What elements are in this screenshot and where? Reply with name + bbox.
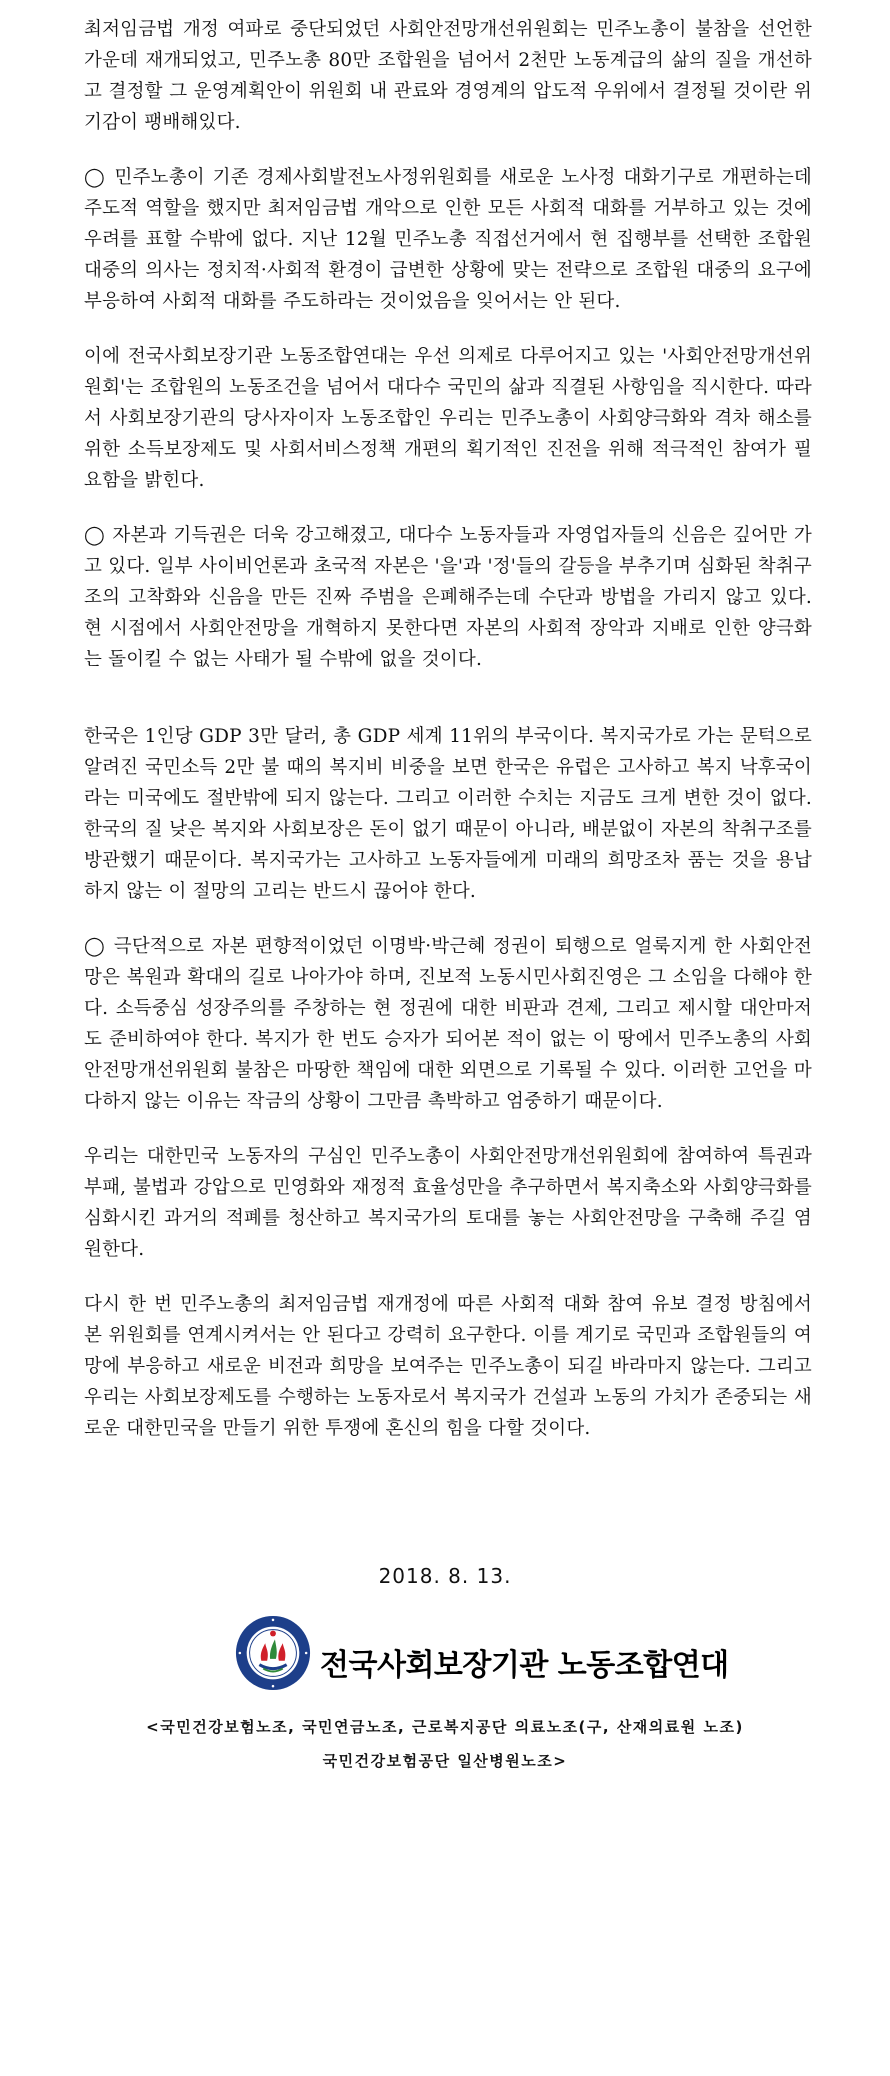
paragraph-8: 다시 한 번 민주노총의 최저임금법 재개정에 따른 사회적 대화 참여 유보 결정 방침에서 본 위원회를 연계시켜서는 안 된다고 강력히 요구한다. 이를 계기로 국민과 조합원들의 여망에 부응하고 새로운 비전과 희망을 보여주는 민주노총이 되길 바라마지 않는다. 그리고 우리는 사회보장제도를 수행하는 노동자로서 복지국가 건설과 노동의 가치가 존중되는 새로운 대한민국을 만들기 위한 투쟁에 혼신의 힘을 다할 것이다.	[84, 1294, 812, 1439]
paragraph-6: ◯ 극단적으로 자본 편향적이었던 이명박·박근혜 정권이 퇴행으로 얼룩지게 한 사회안전망은 복원과 확대의 길로 나아가야 하며, 진보적 노동시민사회진영은 그 소임을 다해야 한다. 소득중심 성장주의를 주창하는 현 정권에 대한 비판과 견제, 그리고 제시할 대안마저도 준비하여야 한다. 복지가 한 번도 승자가 되어본 적이 없는 이 땅에서 민주노총의 사회안전망개선위원회 불참은 마땅한 책임에 대한 외면으로 기록될 수 있다. 이러한 고언을 마다하지 않는 이유는 작금의 상황이 그만큼 촉박하고 엄중하기 때문이다.	[84, 936, 812, 1112]
paragraph-4: ◯ 자본과 기득권은 더욱 강고해졌고, 대다수 노동자들과 자영업자들의 신음은 깊어만 가고 있다. 일부 사이비언론과 초국적 자본은 '을'과 '정'들의 갈등을 부추기며 심화된 착취구조의 고착화와 신음을 만든 진짜 주범을 은폐해주는데 수단과 방법을 가리지 않고 있다. 현 시점에서 사회안전망을 개혁하지 못한다면 자본의 사회적 장악과 지배로 인한 양극화는 돌이킬 수 없는 사태가 될 수밖에 없을 것이다.	[84, 525, 812, 670]
member-unions-line-2: 국민건강보험공단 일산병원노조>	[322, 1752, 568, 1770]
statement-date: 2018. 8. 13.	[378, 1564, 512, 1588]
paragraph-3: 이에 전국사회보장기관 노동조합연대는 우선 의제로 다루어지고 있는 '사회안전망개선위원회'는 조합원의 노동조건을 넘어서 대다수 국민의 삶과 직결된 사항임을 직시한다. 따라서 사회보장기관의 당사자이자 노동조합인 우리는 민주노총이 사회양극화와 격차 해소를 위한 소득보장제도 및 사회서비스정책 개편의 획기적인 진전을 위해 적극적인 참여가 필요함을 밝힌다.	[84, 346, 812, 491]
member-unions-line-1: <국민건강보험노조, 국민연금노조, 근로복지공단 의료노조(구, 산재의료원 노조)	[146, 1718, 744, 1736]
paragraph-1: 최저임금법 개정 여파로 중단되었던 사회안전망개선위원회는 민주노총이 불참을 선언한 가운데 재개되었고, 민주노총 80만 조합원을 넘어서 2천만 노동계급의 삶의 질을 개선하고 결정할 그 운영계획안이 위원회 내 관료와 경영계의 압도적 우위에서 결정될 것이란 위기감이 팽배해있다.	[84, 19, 812, 133]
signature-block	[234, 1614, 729, 1692]
statement-body	[84, 14, 812, 1468]
paragraph-5: 한국은 1인당 GDP 3만 달러, 총 GDP 세계 11위의 부국이다. 복지국가로 가는 문턱으로 알려진 국민소득 2만 불 때의 복지비 비중을 보면 한국은 유럽은 고사하고 복지 낙후국이라는 미국에도 절반밖에 되지 않는다. 그리고 이러한 수치는 지금도 크게 변한 것이 없다. 한국의 질 낮은 복지와 사회보장은 돈이 없기 때문이 아니라, 배분없이 자본의 착취구조를 방관했기 때문이다. 복지국가는 고사하고 노동자들에게 미래의 희망조차 품는 것을 용납하지 않는 이 절망의 고리는 반드시 끊어야 한다.	[84, 726, 812, 902]
paragraph-2: ◯ 민주노총이 기존 경제사회발전노사정위원회를 새로운 노사정 대화기구로 개편하는데 주도적 역할을 했지만 최저임금법 개악으로 인한 모든 사회적 대화를 거부하고 있는 것에 우려를 표할 수밖에 없다. 지난 12월 민주노총 직접선거에서 현 집행부를 선택한 조합원 대중의 의사는 정치적·사회적 환경이 급변한 상황에 맞는 전략으로 조합원 대중의 요구에 부응하여 사회적 대화를 주도하라는 것이었음을 잊어서는 안 된다.	[84, 167, 812, 312]
organization-name: 전국사회보장기관 노동조합연대	[320, 1648, 729, 1683]
paragraph-7: 우리는 대한민국 노동자의 구심인 민주노총이 사회안전망개선위원회에 참여하여 특권과 부패, 불법과 강압으로 민영화와 재정적 효율성만을 추구하면서 복지축소와 사회양극화를 심화시킨 과거의 적폐를 청산하고 복지국가의 토대를 놓는 사회안전망을 구축해 주길 염원한다.	[84, 1146, 812, 1260]
union-emblem-icon	[234, 1614, 312, 1692]
